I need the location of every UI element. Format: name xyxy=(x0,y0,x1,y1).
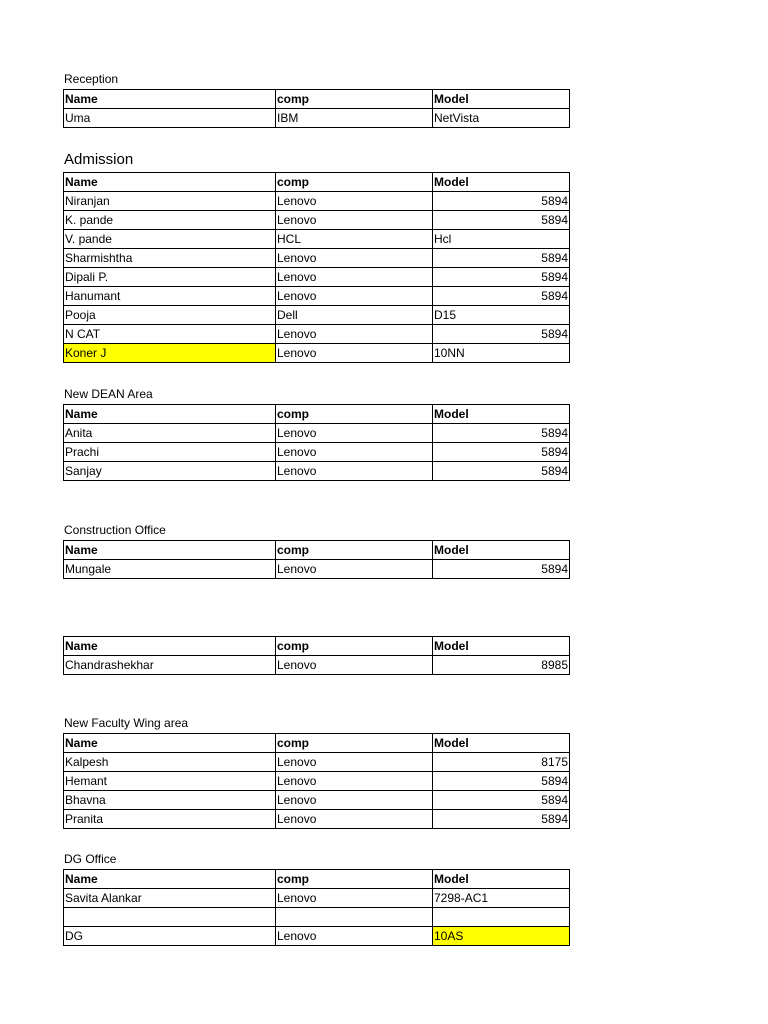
table-row xyxy=(64,268,570,287)
table-row xyxy=(64,424,570,443)
cell-name[interactable]: DG xyxy=(64,927,276,946)
cell-name[interactable]: V. pande xyxy=(64,230,276,249)
cell-name[interactable] xyxy=(64,908,276,927)
cell-model[interactable]: 5894 xyxy=(433,325,570,344)
table-row xyxy=(64,908,570,927)
table-row xyxy=(64,230,570,249)
cell-comp[interactable]: Lenovo xyxy=(276,268,433,287)
cell-name-highlighted[interactable]: Koner J xyxy=(64,344,276,363)
table-row xyxy=(64,560,570,579)
cell-name[interactable]: K. pande xyxy=(64,211,276,230)
section-title-new-dean-area: New DEAN Area xyxy=(64,387,153,401)
cell-model[interactable]: 8175 xyxy=(433,753,570,772)
cell-name[interactable]: Dipali P. xyxy=(64,268,276,287)
section-title-reception: Reception xyxy=(64,72,119,86)
cell-name[interactable]: Pooja xyxy=(64,306,276,325)
table-construction-office xyxy=(63,540,570,579)
cell-model[interactable]: NetVista xyxy=(433,109,570,128)
cell-model[interactable]: 5894 xyxy=(433,424,570,443)
cell-name[interactable]: Bhavna xyxy=(64,791,276,810)
cell-comp[interactable]: Dell xyxy=(276,306,433,325)
cell-comp[interactable]: Lenovo xyxy=(276,791,433,810)
cell-model[interactable]: 5894 xyxy=(433,249,570,268)
table-row xyxy=(64,211,570,230)
table-row xyxy=(64,192,570,211)
table-admission xyxy=(63,172,570,363)
header-model[interactable]: Model xyxy=(433,405,570,424)
table-row xyxy=(64,306,570,325)
table-header-row xyxy=(64,541,570,560)
cell-comp[interactable] xyxy=(276,908,433,927)
cell-comp[interactable]: Lenovo xyxy=(276,211,433,230)
cell-name[interactable]: Sanjay xyxy=(64,462,276,481)
table-row xyxy=(64,889,570,908)
cell-model[interactable]: 10NN xyxy=(433,344,570,363)
table-row xyxy=(64,772,570,791)
header-name[interactable]: Name xyxy=(64,637,276,656)
header-name[interactable]: Name xyxy=(64,405,276,424)
table-row xyxy=(64,656,570,675)
cell-comp[interactable]: Lenovo xyxy=(276,249,433,268)
cell-model[interactable]: 5894 xyxy=(433,268,570,287)
table-row xyxy=(64,249,570,268)
cell-comp[interactable]: Lenovo xyxy=(276,772,433,791)
table-header-row xyxy=(64,734,570,753)
cell-comp[interactable]: Lenovo xyxy=(276,192,433,211)
section-title-dg-office: DG Office xyxy=(64,852,117,866)
cell-comp[interactable]: Lenovo xyxy=(276,462,433,481)
cell-comp[interactable]: Lenovo xyxy=(276,810,433,829)
cell-comp[interactable]: Lenovo xyxy=(276,753,433,772)
header-comp[interactable]: comp xyxy=(276,405,433,424)
cell-comp[interactable]: Lenovo xyxy=(276,560,433,579)
table-header-row xyxy=(64,173,570,192)
section-title-new-faculty-wing-area: New Faculty Wing area xyxy=(64,716,189,730)
cell-comp[interactable]: IBM xyxy=(276,109,433,128)
cell-name[interactable]: Pranita xyxy=(64,810,276,829)
cell-name[interactable]: Chandrashekhar xyxy=(64,656,276,675)
header-name[interactable]: Name xyxy=(64,870,276,889)
cell-name[interactable]: Anita xyxy=(64,424,276,443)
header-model[interactable]: Model xyxy=(433,541,570,560)
header-name[interactable]: Name xyxy=(64,734,276,753)
cell-name[interactable]: Uma xyxy=(64,109,276,128)
cell-name[interactable]: Niranjan xyxy=(64,192,276,211)
cell-comp[interactable]: Lenovo xyxy=(276,927,433,946)
cell-name[interactable]: Prachi xyxy=(64,443,276,462)
cell-model[interactable]: 5894 xyxy=(433,443,570,462)
cell-model[interactable]: 5894 xyxy=(433,287,570,306)
cell-name[interactable]: Savita Alankar xyxy=(64,889,276,908)
header-comp[interactable]: comp xyxy=(276,870,433,889)
cell-comp[interactable]: Lenovo xyxy=(276,325,433,344)
cell-comp[interactable]: Lenovo xyxy=(276,344,433,363)
cell-model[interactable]: 5894 xyxy=(433,810,570,829)
cell-comp[interactable]: Lenovo xyxy=(276,443,433,462)
header-comp[interactable]: comp xyxy=(276,541,433,560)
header-model[interactable]: Model xyxy=(433,870,570,889)
header-comp[interactable]: comp xyxy=(276,637,433,656)
cell-comp[interactable]: Lenovo xyxy=(276,424,433,443)
table-reception xyxy=(63,89,570,128)
table-row xyxy=(64,325,570,344)
table-new-faculty-wing-area xyxy=(63,733,570,829)
table-header-row xyxy=(64,90,570,109)
cell-comp[interactable]: Lenovo xyxy=(276,889,433,908)
cell-model[interactable]: 5894 xyxy=(433,462,570,481)
section-title-admission: Admission xyxy=(64,151,134,168)
cell-model[interactable]: D15 xyxy=(433,306,570,325)
table-row xyxy=(64,791,570,810)
header-model[interactable]: Model xyxy=(433,734,570,753)
cell-model[interactable]: 7298-AC1 xyxy=(433,889,570,908)
cell-name[interactable]: Sharmishtha xyxy=(64,249,276,268)
cell-name[interactable]: Hanumant xyxy=(64,287,276,306)
header-name[interactable]: Name xyxy=(64,173,276,192)
cell-model-highlighted[interactable]: 10AS xyxy=(433,927,570,946)
cell-model[interactable]: 5894 xyxy=(433,791,570,810)
table-row xyxy=(64,753,570,772)
table-row xyxy=(64,810,570,829)
header-name[interactable]: Name xyxy=(64,90,276,109)
cell-comp[interactable]: HCL xyxy=(276,230,433,249)
table-row xyxy=(64,109,570,128)
table-row xyxy=(64,443,570,462)
cell-model[interactable]: Hcl xyxy=(433,230,570,249)
table-row xyxy=(64,462,570,481)
table-header-row xyxy=(64,870,570,889)
cell-model[interactable]: 5894 xyxy=(433,772,570,791)
cell-model[interactable]: 5894 xyxy=(433,192,570,211)
table-row xyxy=(64,927,570,946)
table-dg-office xyxy=(63,869,570,946)
table-row xyxy=(64,287,570,306)
table-row xyxy=(64,344,570,363)
cell-name[interactable]: Kalpesh xyxy=(64,753,276,772)
section-title-construction-office: Construction Office xyxy=(64,523,166,537)
header-comp[interactable]: comp xyxy=(276,90,433,109)
cell-comp[interactable]: Lenovo xyxy=(276,656,433,675)
header-model[interactable]: Model xyxy=(433,173,570,192)
cell-name[interactable]: N CAT xyxy=(64,325,276,344)
table-header-row xyxy=(64,637,570,656)
header-comp[interactable]: comp xyxy=(276,173,433,192)
table-untitled xyxy=(63,636,570,675)
cell-model[interactable]: 8985 xyxy=(433,656,570,675)
header-model[interactable]: Model xyxy=(433,637,570,656)
table-header-row xyxy=(64,405,570,424)
cell-model[interactable]: 5894 xyxy=(433,211,570,230)
header-model[interactable]: Model xyxy=(433,90,570,109)
header-comp[interactable]: comp xyxy=(276,734,433,753)
cell-name[interactable]: Mungale xyxy=(64,560,276,579)
cell-name[interactable]: Hemant xyxy=(64,772,276,791)
cell-model[interactable] xyxy=(433,908,570,927)
header-name[interactable]: Name xyxy=(64,541,276,560)
cell-comp[interactable]: Lenovo xyxy=(276,287,433,306)
table-new-dean-area xyxy=(63,404,570,481)
cell-model[interactable]: 5894 xyxy=(433,560,570,579)
